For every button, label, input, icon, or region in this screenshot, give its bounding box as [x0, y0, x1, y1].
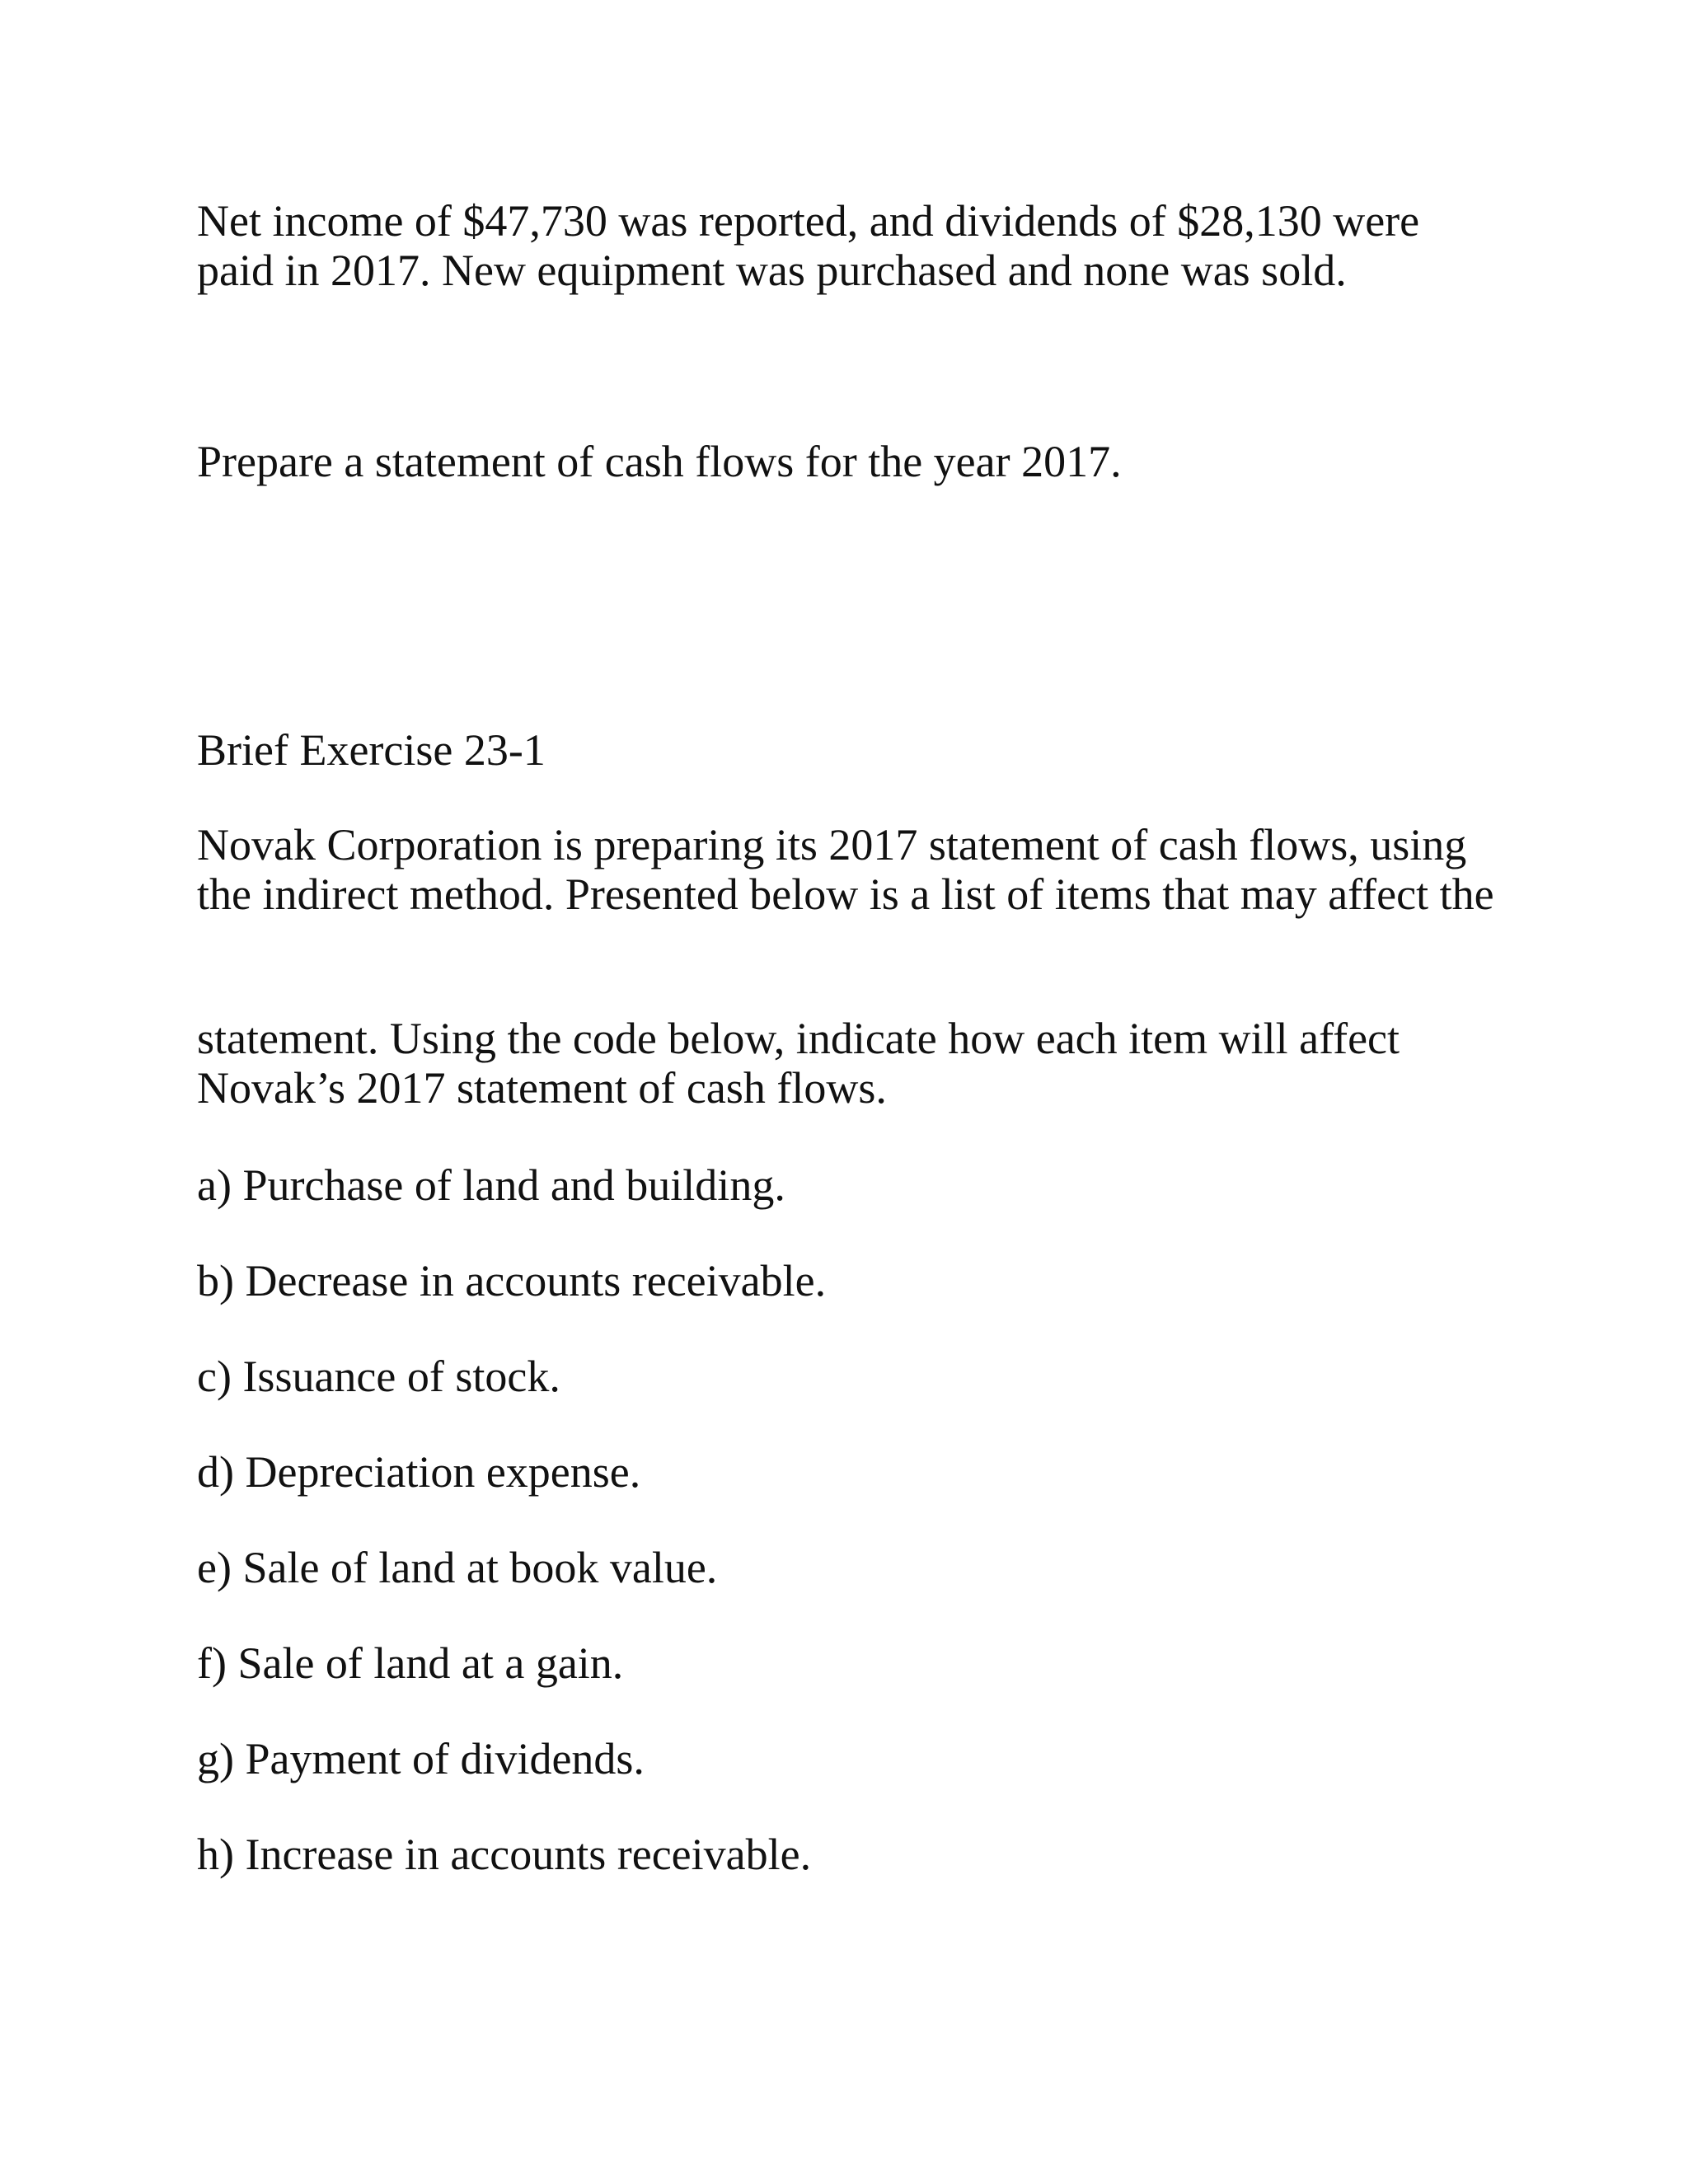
exercise-heading: Brief Exercise 23-1 [197, 725, 546, 775]
list-item-f: f) Sale of land at a gain. [197, 1638, 624, 1688]
list-item-g: g) Payment of dividends. [197, 1734, 645, 1783]
list-item-e: e) Sale of land at book value. [197, 1543, 718, 1592]
intro-line-1: Net income of $47,730 was reported, and dividends of $28,130 were [197, 196, 1420, 246]
list-item-a: a) Purchase of land and building. [197, 1160, 785, 1210]
exercise-line-4: Novak’s 2017 statement of cash flows. [197, 1063, 887, 1113]
list-item-b: b) Decrease in accounts receivable. [197, 1256, 827, 1305]
list-item-c: c) Issuance of stock. [197, 1352, 560, 1401]
list-item-d: d) Depreciation expense. [197, 1447, 641, 1497]
exercise-paragraph [197, 820, 1494, 919]
intro-line-2: paid in 2017. New equipment was purchased and none was sold. [197, 246, 1347, 295]
exercise-line-2: the indirect method. Presented below is a list of items that may affect the [197, 869, 1494, 919]
exercise-line-3: statement. Using the code below, indicate how each item will affect [197, 1014, 1400, 1063]
instruction-text: Prepare a statement of cash flows for the year 2017. [197, 437, 1122, 486]
exercise-line-1: Novak Corporation is preparing its 2017 statement of cash flows, using [197, 820, 1467, 869]
intro-paragraph [197, 196, 1419, 295]
exercise-paragraph-continued [197, 1014, 1400, 1113]
list-item-h: h) Increase in accounts receivable. [197, 1830, 812, 1879]
